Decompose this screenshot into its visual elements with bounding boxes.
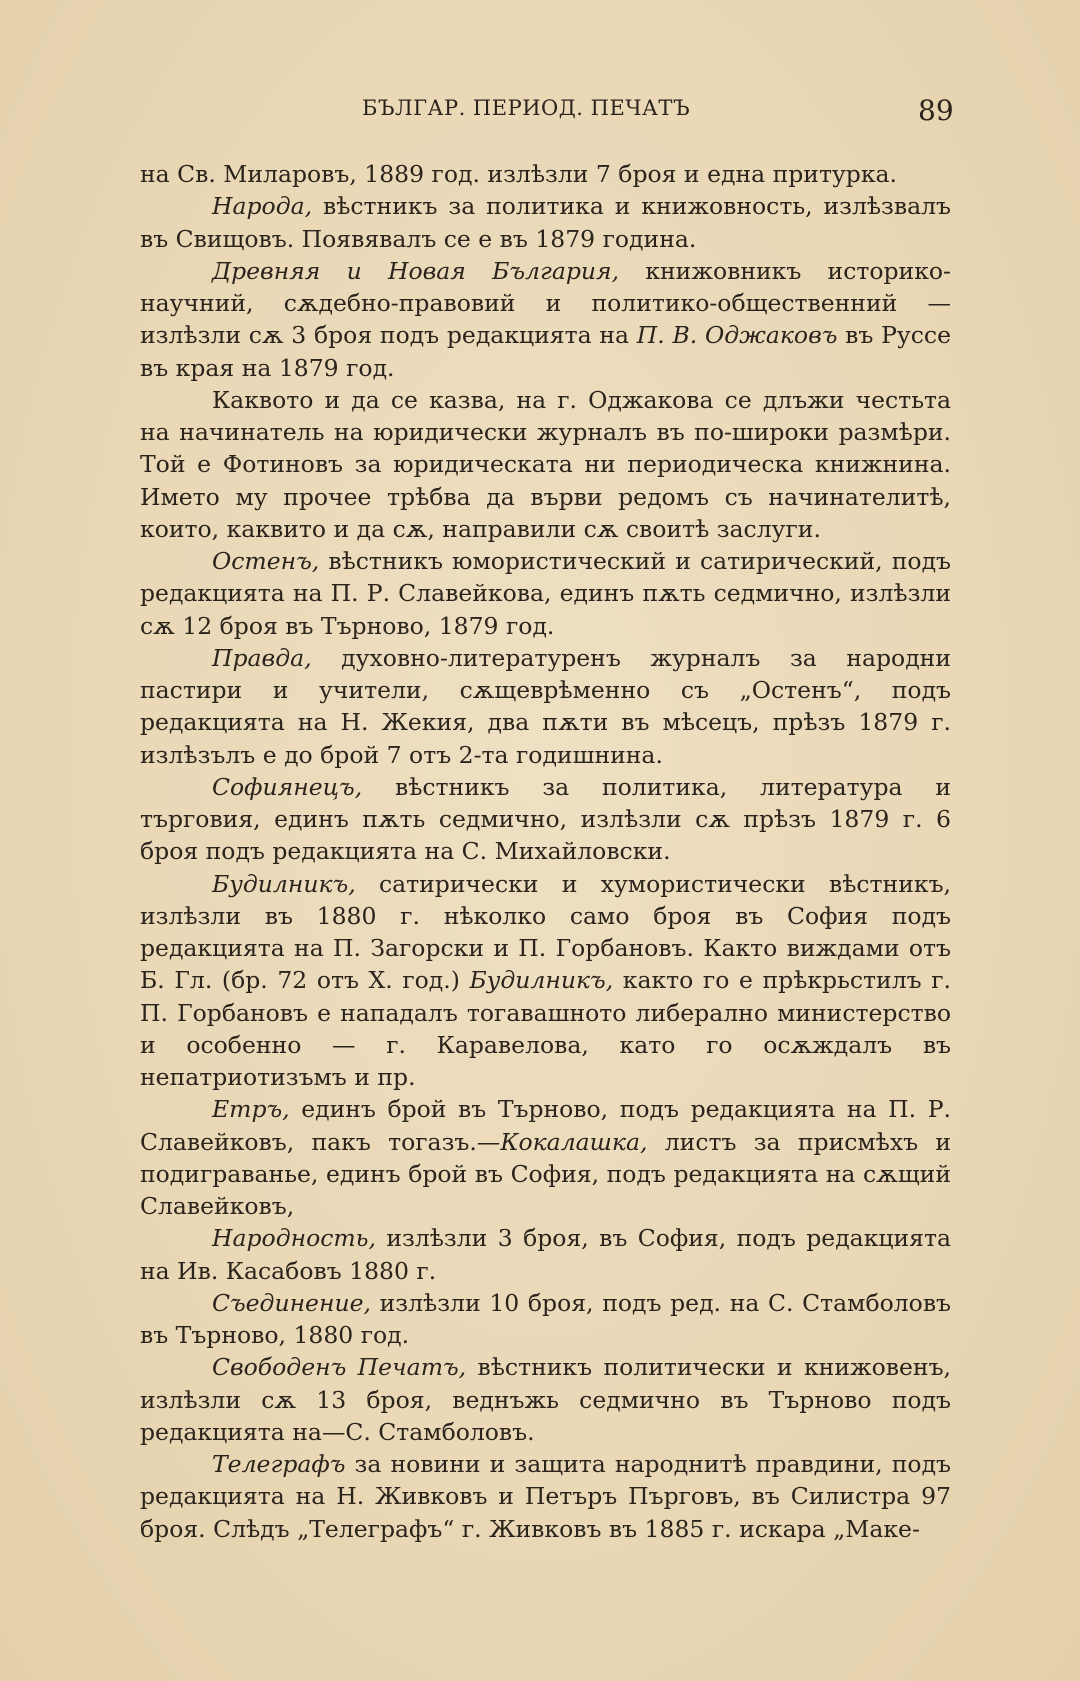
periodical-title: Остенъ,	[212, 547, 320, 575]
paragraph	[140, 545, 951, 642]
paragraph	[140, 1351, 951, 1448]
paragraph	[140, 158, 951, 190]
paragraph-text: излѣзли 3 броя, въ София, подъ редакцията на Ив. Касабовъ 1880 г.	[140, 1224, 951, 1285]
running-head	[0, 96, 1080, 130]
paragraph	[140, 1448, 951, 1545]
paragraph	[140, 190, 951, 255]
paragraph-text: вѣстникъ политически и книжовенъ, излѣзли сѫ 13 броя, веднъжь седмично въ Търново подъ редакцията на—С. Стамболовъ.	[140, 1353, 951, 1446]
paragraph-text: вѣстникъ за политика и книжовность, излѣзвалъ въ Свищовъ. Появявалъ се е въ 1879 година.	[140, 192, 951, 253]
paragraph	[140, 1093, 951, 1222]
paragraph	[140, 1287, 951, 1352]
periodical-title: Софиянецъ,	[212, 772, 363, 801]
paragraph-text: вѣстникъ за политика, литература и търговия, единъ пѫть седмично, излѣзли сѫ прѣзъ 1879 г. 6 броя подъ редакцията на С. Михайловски.	[140, 772, 951, 866]
paragraph	[140, 642, 951, 771]
paragraph	[140, 384, 951, 545]
periodical-title: П. В. Оджаковъ	[636, 321, 838, 350]
paragraph-text: за новини и защита народнитѣ правдини, подъ редакцията на Н. Живковъ и Петъръ Пърговъ, въ Силистра 97 броя. Слѣдъ „Телеграфъ“ г. Живковъ въ 1885 г. искара „Маке-	[140, 1450, 951, 1543]
body-text	[140, 158, 951, 1545]
paragraph	[140, 868, 951, 1094]
paragraph	[140, 1222, 951, 1287]
paragraph-text: излѣзли 10 броя, подъ ред. на С. Стамболовъ въ Търново, 1880 год.	[140, 1288, 951, 1349]
paragraph-text: въ Руссе въ края на 1879 год.	[140, 321, 951, 382]
paragraph-text: на Св. Миларовъ, 1889 год. излѣзли 7 броя и една притурка.	[140, 160, 897, 188]
periodical-title: Будилникъ,	[469, 966, 614, 995]
paragraph-text: листъ за присмѣхъ и подиграванье, единъ брой въ София, подъ редакцията на сѫщий Славейковъ,	[140, 1127, 951, 1220]
paragraph-text: вѣстникъ юмористический и сатирический, подъ редакцията на П. Р. Славейкова, единъ пѫть седмично, излѣзли сѫ 12 броя въ Търново, 1879 год.	[140, 547, 951, 640]
periodical-title: Телеграфъ	[212, 1450, 346, 1478]
paragraph-text: книжовникъ историко-научний, сѫдебно-правовий и политико-общественний — излѣзли сѫ 3 броя подъ редакцията на	[140, 256, 951, 350]
periodical-title: Будилникъ,	[212, 869, 356, 898]
page-number: 89	[918, 94, 954, 127]
paragraph-text: Каквото и да се казва, на г. Оджакова се длъжи честьта на начинатель на юридически журналъ въ по-широки размѣри. Той е Фотиновъ за юридическата ни периодическа книжнина. Името му прочее трѣбва да върви редомъ съ начинателитѣ, които, каквито и да сѫ, направили сѫ своитѣ заслуги.	[140, 385, 951, 543]
paragraph-text: единъ брой въ Търново, подъ редакцията на П. Р. Славейковъ, пакъ тогазъ.—	[140, 1095, 951, 1156]
paragraph	[140, 255, 951, 384]
periodical-title: Правда,	[212, 643, 312, 672]
periodical-title: Кокалашка,	[500, 1127, 648, 1156]
periodical-title: Древняя и Новая България,	[212, 256, 620, 285]
running-title: БЪЛГАР. ПЕРИОД. ПЕЧАТЪ	[362, 96, 691, 120]
paragraph-text: както го е прѣкрьстилъ г. П. Горбановъ е нападалъ тогавашното либерално министерство и особенно — г. Каравелова, като го осѫждалъ въ непатриотизъмъ и пр.	[140, 966, 951, 1091]
paragraph-text: духовно-литературенъ журналъ за народни пастири и учители, сѫщеврѣменно съ „Остенъ“, подъ редакцията на Н. Жекия, два пѫти въ мѣсецъ, прѣзъ 1879 г. излѣзълъ е до брой 7 отъ 2-та годишнина.	[140, 643, 951, 769]
periodical-title: Народность,	[212, 1224, 376, 1253]
paragraph	[140, 771, 951, 868]
paragraph-text: сатирически и хумористически вѣстникъ, излѣзли въ 1880 г. нѣколко само броя въ София подъ редакцията на П. Загорски и П. Горбановъ. Както виждами отъ Б. Гл. (бр. 72 отъ Х. год.)	[140, 869, 951, 995]
periodical-title: Свободенъ Печатъ,	[212, 1353, 467, 1382]
periodical-title: Етръ,	[212, 1095, 290, 1124]
periodical-title: Народа,	[212, 192, 313, 221]
periodical-title: Съединение,	[212, 1288, 371, 1317]
